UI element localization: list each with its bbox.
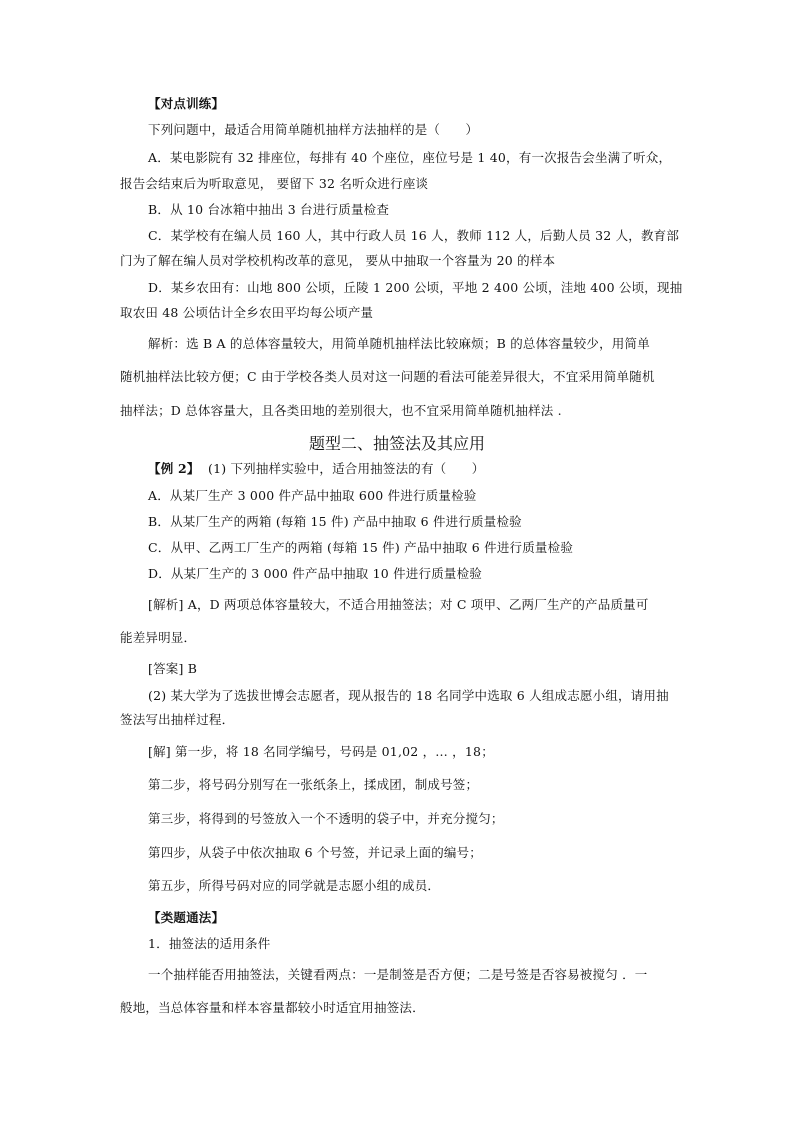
section-title: 题型二、抽签法及其应用 xyxy=(308,434,485,453)
option-line: 报告会结束后为听取意见， 要留下 32 名听众进行座谈 xyxy=(120,176,429,191)
option-line: A．从某厂生产 3 000 件产品中抽取 600 件进行质量检验 xyxy=(148,488,477,503)
method-text: 一个抽样能否用抽签法，关键看两点：一是制签是否方便；二是号签是否容易被搅匀 ．一 xyxy=(148,967,648,982)
option-line: B．从 10 台冰箱中抽出 3 台进行质量检查 xyxy=(148,202,390,217)
option-line: A．某电影院有 32 排座位，每排有 40 个座位，座位号是 1 40，有一次报告会坐满了听众， xyxy=(148,150,672,165)
solution-step: 第五步，所得号码对应的同学就是志愿小组的成员． xyxy=(148,878,441,893)
question-text: 下列问题中，最适合用简单随机抽样方法抽样的是（ ） xyxy=(148,122,479,137)
analysis-line: [解析] A，D 两项总体容量较大，不适合用抽签法；对 C 项甲、乙两厂生产的产品质量可 xyxy=(148,597,649,612)
analysis-line: 随机抽样法比较方便；C 由于学校各类人员对这一问题的看法可能差异很大，不宜采用简单随机 xyxy=(120,369,655,384)
option-line: C．从甲、乙两工厂生产的两箱 (每箱 15 件) 产品中抽取 6 件进行质量检验 xyxy=(148,540,574,555)
question-text: (1) 下列抽样实验中，适合用抽签法的有（ ） xyxy=(208,461,485,476)
option-line: D．某乡农田有：山地 800 公顷，丘陵 1 200 公顷，平地 2 400 公顷，洼地 400 公顷，现抽 xyxy=(148,280,683,295)
analysis-line: 解析：选 B A 的总体容量较大，用简单随机抽样法比较麻烦；B 的总体容量较少，用简单 xyxy=(148,336,650,351)
option-line: C．某学校有在编人员 160 人，其中行政人员 16 人，教师 112 人，后勤人员 32 人，教育部 xyxy=(148,228,680,243)
solution-step: 第三步，将得到的号签放入一个不透明的袋子中，并充分搅匀； xyxy=(148,811,504,826)
option-line: B．从某厂生产的两箱 (每箱 15 件) 产品中抽取 6 件进行质量检验 xyxy=(148,514,522,529)
solution-step: 第二步，将号码分别写在一张纸条上，揉成团，制成号签； xyxy=(148,777,479,792)
answer-line: [答案] B xyxy=(148,661,198,676)
method-text: 般地，当总体容量和样本容量都较小时适宜用抽签法． xyxy=(120,1000,425,1015)
solution-step: 第四步，从袋子中依次抽取 6 个号签，并记录上面的编号； xyxy=(148,845,483,860)
example-label: 【例 2】 xyxy=(148,461,200,476)
question-text: 签法写出抽样过程． xyxy=(120,712,235,727)
option-line: 门为了解在编人员对学校机构改革的意见， 要从中抽取一个容量为 20 的样本 xyxy=(120,253,556,268)
solution-step: [解] 第一步，将 18 名同学编号，号码是 01,02 ，… ，18； xyxy=(148,744,494,759)
analysis-line: 抽样法；D 总体容量大，且各类田地的差别很大，也不宜采用简单随机抽样法 . xyxy=(120,403,562,418)
analysis-line: 能差异明显． xyxy=(120,630,197,645)
method-heading: 【类题通法】 xyxy=(148,910,225,925)
training-heading: 【对点训练】 xyxy=(148,96,225,111)
method-point: 1．抽签法的适用条件 xyxy=(148,936,271,951)
question-text: (2) 某大学为了选拔世博会志愿者，现从报告的 18 名同学中选取 6 人组成志愿小组，请用抽 xyxy=(148,688,669,703)
option-line: D．从某厂生产的 3 000 件产品中抽取 10 件进行质量检验 xyxy=(148,566,483,581)
option-line: 取农田 48 公顷估计全乡农田平均每公顷产量 xyxy=(120,305,374,320)
